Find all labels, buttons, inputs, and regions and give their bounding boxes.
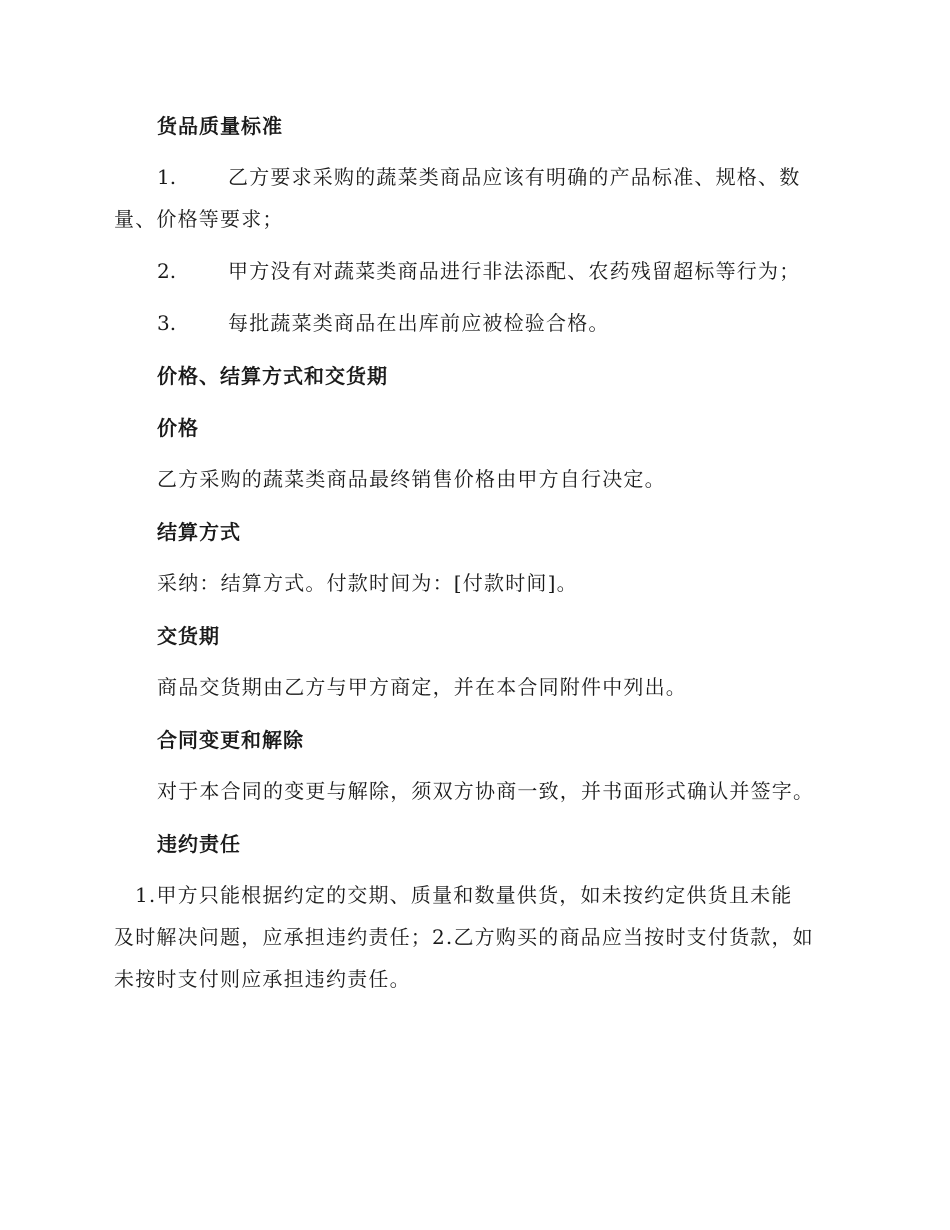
quality-item-3 [114,302,830,344]
heading-quality-standard: 货品质量标准 [157,114,283,138]
heading-price-settlement-delivery: 价格、结算方式和交货期 [157,364,388,388]
quality-item-1-line1: 乙方要求采购的蔬菜类商品应该有明确的产品标准、规格、数 [228,165,801,189]
liability-line-3: 未按时支付则应承担违约责任。 [114,967,411,991]
quality-item-2-number: 2. [157,259,177,283]
liability-text [114,874,830,1000]
quality-item-1-number: 1. [157,165,177,189]
heading-price: 价格 [157,416,199,440]
quality-item-2 [114,250,830,292]
contract-change-text: 对于本合同的变更与解除，须双方协商一致，并书面形式确认并签字。 [157,779,815,803]
heading-settlement: 结算方式 [157,520,241,544]
quality-item-3-text: 每批蔬菜类商品在出库前应被检验合格。 [228,311,610,335]
liability-line-2: 及时解决问题，应承担违约责任；2.乙方购买的商品应当按时支付货款，如 [114,925,814,949]
price-text: 乙方采购的蔬菜类商品最终销售价格由甲方自行决定。 [157,467,666,491]
document-content [114,104,830,1010]
quality-item-1-line2: 量、价格等要求； [114,207,284,231]
delivery-text: 商品交货期由乙方与甲方商定，并在本合同附件中列出。 [157,675,687,699]
quality-item-3-number: 3. [157,311,177,335]
quality-item-2-text: 甲方没有对蔬菜类商品进行非法添配、农药残留超标等行为； [228,259,801,283]
quality-item-1 [114,156,830,240]
liability-line-1: 1.甲方只能根据约定的交期、质量和数量供货，如未按约定供货且未能 [135,883,793,907]
heading-delivery: 交货期 [157,624,220,648]
heading-liability: 违约责任 [157,832,241,856]
heading-contract-change: 合同变更和解除 [157,728,304,752]
settlement-text: 采纳：结算方式。付款时间为：[付款时间]。 [157,571,578,595]
